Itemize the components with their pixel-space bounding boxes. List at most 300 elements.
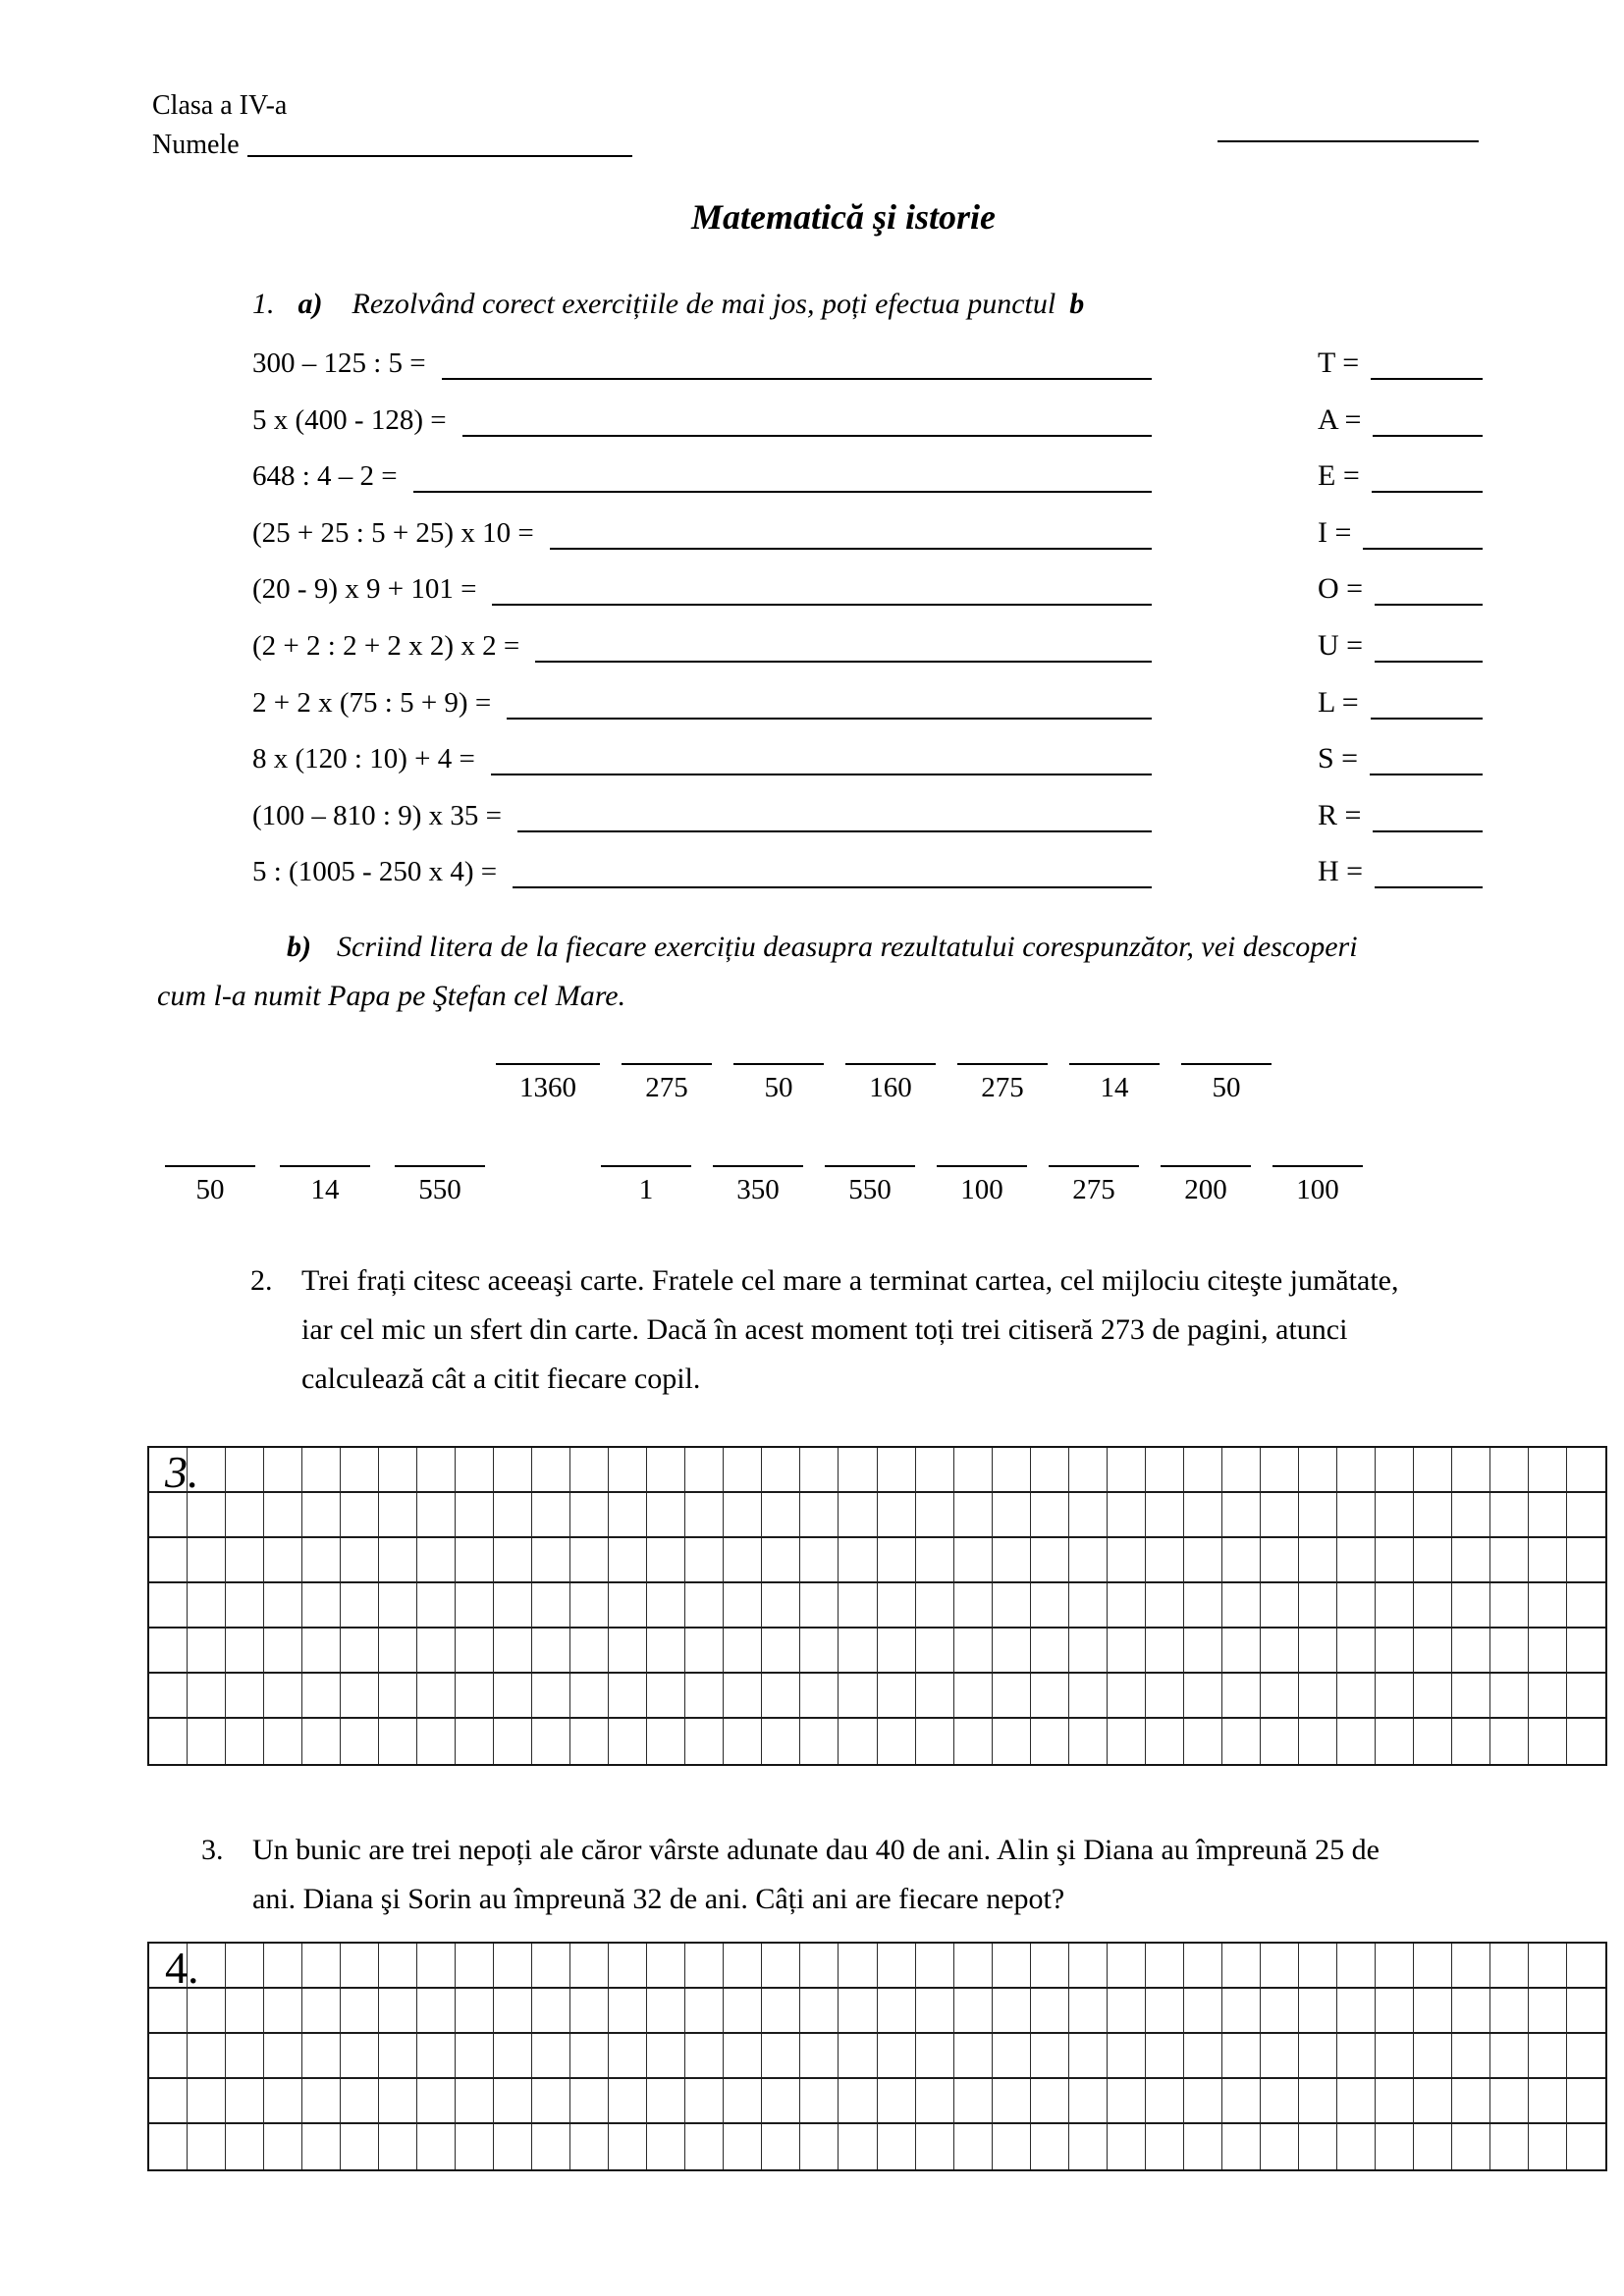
work-grid-cell — [1184, 1944, 1222, 1989]
work-grid-cell — [954, 1448, 993, 1493]
work-grid-cell — [456, 2034, 494, 2079]
work-grid-cell — [685, 1629, 724, 1674]
work-grid-cell — [954, 1719, 993, 1764]
work-grid-cell — [1261, 1448, 1299, 1493]
work-grid-cell — [1184, 1583, 1222, 1629]
work-grid-cell — [685, 2124, 724, 2169]
work-grid-cell — [916, 1538, 954, 1583]
work-grid-cell — [800, 1719, 839, 1764]
equation-left — [252, 456, 1154, 496]
work-grid-cell — [993, 2124, 1031, 2169]
answer-slot-value: 550 — [848, 1174, 892, 1205]
work-grid-cell — [1490, 1583, 1529, 1629]
work-grid-cell — [609, 2079, 647, 2124]
work-grid-cell — [532, 1538, 570, 1583]
equation-answer-blank-line — [413, 491, 1152, 493]
work-grid-cell — [341, 2079, 379, 2124]
exercise-1b-instruction-line-1 — [287, 931, 1358, 964]
work-grid-cell — [188, 2034, 226, 2079]
work-grid-cell — [1529, 1944, 1567, 1989]
work-grid-cell — [1337, 1538, 1376, 1583]
work-grid-cell — [570, 2079, 609, 2124]
work-grid-cell — [685, 1674, 724, 1719]
equation-row — [252, 344, 1480, 383]
work-grid-cell — [609, 1583, 647, 1629]
answer-slot — [1049, 1165, 1139, 1206]
work-grid-cell — [1414, 1629, 1452, 1674]
work-grid-cell — [1146, 1629, 1184, 1674]
letter-answer-blank-line — [1375, 661, 1483, 663]
answer-slot — [622, 1063, 712, 1104]
work-grid-cell — [916, 1719, 954, 1764]
work-grid-cell — [954, 2124, 993, 2169]
work-grid-cell — [1184, 1674, 1222, 1719]
answer-slot — [825, 1165, 915, 1206]
answer-key-row-2-group-2 — [601, 1165, 1363, 1206]
work-grid-cell — [800, 1493, 839, 1538]
work-grid-cell — [1069, 1674, 1108, 1719]
work-grid-cell — [1414, 1583, 1452, 1629]
equation-answer-blank-line — [535, 661, 1152, 663]
work-grid-cell — [1222, 1448, 1261, 1493]
work-grid-cell — [494, 1674, 532, 1719]
work-grid-cell — [1452, 1493, 1490, 1538]
page-title: Matematică şi istorie — [691, 197, 996, 237]
work-grid-cell — [1108, 2079, 1146, 2124]
work-grid-cell — [1299, 2079, 1337, 2124]
work-grid-cell — [685, 1538, 724, 1583]
work-grid-cell — [1146, 1538, 1184, 1583]
work-grid-cell — [647, 1719, 685, 1764]
work-grid-cell — [1414, 1493, 1452, 1538]
work-grid-cell — [570, 2034, 609, 2079]
work-grid-cell — [379, 1989, 417, 2034]
work-grid-cell — [916, 1629, 954, 1674]
work-grid-cell — [1184, 1493, 1222, 1538]
work-grid-cell — [1452, 1448, 1490, 1493]
work-grid-cell — [954, 1538, 993, 1583]
work-grid-cell — [417, 1719, 456, 1764]
work-grid-cell — [494, 1629, 532, 1674]
work-grid-cell — [839, 1538, 877, 1583]
work-grid-cell — [570, 1583, 609, 1629]
work-grid-cell — [264, 1989, 302, 2034]
answer-slot-value: 50 — [764, 1072, 793, 1103]
work-grid-cell — [570, 1538, 609, 1583]
work-grid-cell — [1146, 1989, 1184, 2034]
work-grid-cell — [341, 1538, 379, 1583]
letter-cell — [1318, 683, 1483, 722]
work-grid-cell — [1108, 1583, 1146, 1629]
answer-slot-value: 14 — [1100, 1072, 1129, 1103]
work-grid-cell — [1031, 1629, 1069, 1674]
work-grid-cell — [341, 1448, 379, 1493]
work-grid-cell — [916, 1493, 954, 1538]
work-grid-cell — [1222, 1944, 1261, 1989]
work-grid-cell — [1146, 1493, 1184, 1538]
work-grid-cell — [302, 2124, 341, 2169]
work-grid-cell — [609, 1538, 647, 1583]
work-grid-cell — [1337, 1583, 1376, 1629]
work-grid-cell — [1337, 1674, 1376, 1719]
work-grid-cell — [302, 1493, 341, 1538]
equation-answer-blank-line — [513, 886, 1152, 888]
work-grid-cell — [1376, 1719, 1414, 1764]
answer-slot-value: 275 — [981, 1072, 1024, 1103]
equation-row — [252, 683, 1480, 722]
problem-2 — [250, 1256, 1398, 1404]
work-grid-cell — [839, 2079, 877, 2124]
work-grid-cell — [1337, 2079, 1376, 2124]
work-grid-cell — [609, 1629, 647, 1674]
work-grid-cell — [456, 1989, 494, 2034]
work-grid-cell — [609, 1674, 647, 1719]
work-grid-cell — [1529, 1583, 1567, 1629]
answer-slot-value: 50 — [1212, 1072, 1241, 1103]
work-grid-cell — [456, 2124, 494, 2169]
work-grid-cell — [226, 1538, 264, 1583]
work-grid-cell — [188, 1674, 226, 1719]
work-grid-cell — [1567, 2124, 1605, 2169]
work-grid-cell — [1031, 1583, 1069, 1629]
work-grid-cell — [800, 1629, 839, 1674]
equation-left — [252, 569, 1154, 609]
work-grid-cell — [647, 2124, 685, 2169]
work-grid-cell — [1452, 1583, 1490, 1629]
letter-label: L = — [1318, 685, 1359, 719]
work-grid-cell — [1031, 2034, 1069, 2079]
equation-expression: 648 : 4 – 2 = — [252, 460, 398, 493]
letter-cell — [1318, 626, 1483, 666]
equation-left — [252, 796, 1154, 835]
work-grid-cell — [1567, 2079, 1605, 2124]
work-grid-cell — [494, 1493, 532, 1538]
work-grid-cell — [1222, 1674, 1261, 1719]
work-grid-cell — [1376, 1493, 1414, 1538]
letter-cell — [1318, 456, 1483, 496]
work-grid-cell — [532, 1629, 570, 1674]
work-grid-cell — [1031, 2079, 1069, 2124]
work-grid-cell — [609, 1719, 647, 1764]
work-grid-cell — [302, 1629, 341, 1674]
work-grid-cell — [456, 2079, 494, 2124]
work-grid-cell — [226, 2079, 264, 2124]
work-grid-cell — [1337, 2124, 1376, 2169]
work-grid-cell — [494, 1448, 532, 1493]
work-grid-cell — [188, 2124, 226, 2169]
work-grid-cell — [878, 1629, 916, 1674]
work-grid-cell — [1146, 1674, 1184, 1719]
work-grid-cell — [1031, 1989, 1069, 2034]
work-grid-cell — [1567, 1989, 1605, 2034]
work-grid-cell — [417, 1493, 456, 1538]
work-grid-cell — [1490, 2124, 1529, 2169]
work-grid-cell — [685, 1448, 724, 1493]
work-grid-cell — [1222, 1493, 1261, 1538]
work-grid-cell — [1529, 2079, 1567, 2124]
work-grid-cell — [1222, 1719, 1261, 1764]
work-grid-cell — [724, 2124, 762, 2169]
work-grid-cell — [724, 1583, 762, 1629]
work-grid-cell — [878, 1448, 916, 1493]
name-blank-line — [247, 155, 632, 157]
work-grid-cell — [609, 1989, 647, 2034]
work-grid-cell — [417, 1538, 456, 1583]
work-grid-cell — [417, 1583, 456, 1629]
work-grid-cell — [647, 1989, 685, 2034]
problem-3-text-line: ani. Diana şi Sorin au împreună 32 de ani. Câți ani are fiecare nepot? — [252, 1883, 1065, 1915]
work-grid-cell — [839, 1944, 877, 1989]
work-grid-cell — [532, 2034, 570, 2079]
work-grid-cell — [954, 1629, 993, 1674]
work-grid-cell — [1146, 1944, 1184, 1989]
work-grid-cell — [532, 1493, 570, 1538]
work-grid-cell — [1261, 2079, 1299, 2124]
work-grid-cell — [1108, 1493, 1146, 1538]
work-grid-cell — [762, 1538, 800, 1583]
work-grid-cell — [1222, 1583, 1261, 1629]
work-grid-cell — [1299, 1629, 1337, 1674]
equation-left — [252, 683, 1154, 722]
work-grid-cell — [264, 1674, 302, 1719]
work-grid-cell — [954, 1583, 993, 1629]
letter-label: A = — [1318, 402, 1362, 436]
work-grid-cell — [878, 2034, 916, 2079]
work-grid-cell — [1490, 1719, 1529, 1764]
header-right-blank-line — [1218, 140, 1479, 142]
work-grid-cell — [1337, 1448, 1376, 1493]
problem-3 — [201, 1826, 1380, 1924]
work-grid-cell — [647, 1629, 685, 1674]
work-grid-cell — [226, 1719, 264, 1764]
work-grid-cell — [1490, 1674, 1529, 1719]
work-grid-cell — [379, 2034, 417, 2079]
work-grid-cell — [1567, 1583, 1605, 1629]
answer-slot — [165, 1165, 255, 1206]
work-grid-cell — [1414, 1538, 1452, 1583]
work-grid-cell — [302, 1719, 341, 1764]
letter-answer-blank-line — [1371, 378, 1483, 380]
letter-label: U = — [1318, 629, 1364, 662]
letter-answer-blank-line — [1375, 886, 1483, 888]
equation-answer-blank-line — [517, 830, 1152, 832]
answer-slot — [1069, 1063, 1160, 1104]
work-grid-cell — [341, 1719, 379, 1764]
equation-row — [252, 456, 1480, 496]
work-grid-cell — [647, 2079, 685, 2124]
letter-answer-blank-line — [1372, 491, 1483, 493]
work-grid-cell — [724, 1493, 762, 1538]
work-grid-cell — [1108, 1448, 1146, 1493]
work-grid-cell — [878, 2079, 916, 2124]
work-grid-cell — [1184, 2124, 1222, 2169]
problem-2-number: 2. — [250, 1264, 273, 1297]
work-grid-cell — [1146, 2034, 1184, 2079]
work-grid-cell — [1146, 2124, 1184, 2169]
class-label: Clasa a IV-a — [152, 90, 288, 121]
work-grid-cell — [762, 1493, 800, 1538]
work-grid-cell — [456, 1674, 494, 1719]
work-grid-cell — [724, 1989, 762, 2034]
work-grid-cell — [685, 1989, 724, 2034]
work-grid-cell — [724, 1629, 762, 1674]
work-grid-cell — [1376, 2079, 1414, 2124]
work-grid-cell — [226, 1944, 264, 1989]
work-grid-cell — [1222, 1989, 1261, 2034]
equation-expression: (100 – 810 : 9) x 35 = — [252, 799, 502, 831]
work-grid-cell — [762, 2079, 800, 2124]
work-grid-cell — [532, 1944, 570, 1989]
work-grid-cell — [1108, 1538, 1146, 1583]
work-grid-cell — [417, 1629, 456, 1674]
work-grid-cell — [570, 1674, 609, 1719]
work-grid-cell — [149, 2079, 188, 2124]
work-grid-cell — [570, 1944, 609, 1989]
work-grid-cell — [839, 1989, 877, 2034]
work-grid-cell — [417, 1674, 456, 1719]
work-grid-cell — [1337, 1629, 1376, 1674]
work-grid-cell — [1222, 2124, 1261, 2169]
work-grid-cell — [724, 1674, 762, 1719]
work-grid-cell — [916, 2124, 954, 2169]
work-grid-cell — [1452, 1538, 1490, 1583]
work-grid-cell — [226, 1493, 264, 1538]
work-grid-cell — [1376, 1538, 1414, 1583]
answer-slot-value: 50 — [195, 1174, 225, 1205]
work-grid-cell — [916, 2079, 954, 2124]
work-grid-cell — [1261, 1583, 1299, 1629]
work-grid-cell — [570, 1719, 609, 1764]
work-grid-cell — [532, 2079, 570, 2124]
work-grid-cell — [456, 1629, 494, 1674]
work-grid-cell — [1031, 1674, 1069, 1719]
work-grid-cell — [1376, 2034, 1414, 2079]
work-grid-cell — [1452, 1944, 1490, 1989]
work-grid-cell — [1299, 1493, 1337, 1538]
work-grid-cell — [264, 1944, 302, 1989]
work-grid-cell — [379, 1629, 417, 1674]
work-grid-cell — [226, 2124, 264, 2169]
equation-expression: 5 : (1005 - 250 x 4) = — [252, 856, 498, 888]
work-grid-cell — [1184, 1538, 1222, 1583]
work-grid-cell — [1069, 1583, 1108, 1629]
work-grid-cell — [1031, 1493, 1069, 1538]
work-grid-cell — [1414, 1944, 1452, 1989]
letter-answer-blank-line — [1373, 830, 1483, 832]
work-grid-cell — [1184, 1448, 1222, 1493]
answer-slot — [601, 1165, 691, 1206]
work-grid-cell — [494, 1719, 532, 1764]
work-grid-cell — [264, 1448, 302, 1493]
work-grid-cell — [993, 1629, 1031, 1674]
work-grid-cell — [532, 1583, 570, 1629]
work-grid-cell — [878, 1719, 916, 1764]
work-grid-cell — [685, 1493, 724, 1538]
work-grid-cell — [532, 1719, 570, 1764]
answer-slot — [937, 1165, 1027, 1206]
work-grid-cell — [1069, 1493, 1108, 1538]
work-grid-cell — [1376, 1674, 1414, 1719]
answer-slot-value: 550 — [418, 1174, 461, 1205]
exercise-1-number: 1. — [252, 288, 275, 320]
letter-label: R = — [1318, 798, 1362, 831]
work-grid-cell — [916, 1583, 954, 1629]
work-grid-cell — [1146, 2079, 1184, 2124]
work-grid-cell — [1069, 2124, 1108, 2169]
work-grid-cell — [800, 1448, 839, 1493]
work-grid-cell — [1376, 1629, 1414, 1674]
work-grid-1 — [147, 1446, 1607, 1766]
work-grid-cell — [993, 1448, 1031, 1493]
exercise-1b-instruction-line-2: cum l-a numit Papa pe Ştefan cel Mare. — [157, 980, 626, 1012]
work-grid-cell — [1567, 1629, 1605, 1674]
work-grid-cell — [1222, 1538, 1261, 1583]
work-grid-cell — [149, 1674, 188, 1719]
work-grid-cell — [188, 1493, 226, 1538]
work-grid-cell — [1452, 2124, 1490, 2169]
work-grid-cell — [1261, 2124, 1299, 2169]
work-grid-cell — [1184, 1989, 1222, 2034]
work-grid-cell — [1299, 1674, 1337, 1719]
work-grid-cell — [417, 2079, 456, 2124]
work-grid-cell — [1031, 1944, 1069, 1989]
equation-expression: (20 - 9) x 9 + 101 = — [252, 573, 477, 606]
equation-answer-blank-line — [462, 435, 1152, 437]
work-grid-cell — [302, 2034, 341, 2079]
work-grid-cell — [762, 1944, 800, 1989]
work-grid-cell — [226, 1583, 264, 1629]
work-grid-cell — [647, 1944, 685, 1989]
work-grid-cell — [1452, 1674, 1490, 1719]
work-grid-cell — [609, 2034, 647, 2079]
work-grid-cell — [954, 1493, 993, 1538]
work-grid-cell — [954, 2034, 993, 2079]
work-grid-cell — [762, 2034, 800, 2079]
work-grid-cell — [993, 1944, 1031, 1989]
work-grid-cell — [916, 1674, 954, 1719]
work-grid-cell — [1414, 1674, 1452, 1719]
work-grid-cell — [1490, 2079, 1529, 2124]
exercise-1a-text: Rezolvând corect exercițiile de mai jos, poți efectua punctul — [352, 288, 1056, 320]
work-grid-cell — [302, 2079, 341, 2124]
exercise-1a-label: a) — [298, 288, 323, 320]
work-grid-cell — [1567, 1674, 1605, 1719]
work-grid-cell — [1184, 1629, 1222, 1674]
work-grid-cell — [149, 1989, 188, 2034]
work-grid-cell — [762, 1629, 800, 1674]
work-grid-cell — [916, 1944, 954, 1989]
work-grid-cell — [993, 1719, 1031, 1764]
work-grid-cell — [1529, 1674, 1567, 1719]
work-grid-cell — [954, 2079, 993, 2124]
equation-left — [252, 626, 1154, 666]
work-grid-cell — [800, 1583, 839, 1629]
work-grid-cell — [954, 1944, 993, 1989]
work-grid-cell — [341, 1583, 379, 1629]
work-grid-cell — [188, 1719, 226, 1764]
work-grid-cell — [1299, 2034, 1337, 2079]
work-grid-cell — [532, 1674, 570, 1719]
work-grid-cell — [302, 1538, 341, 1583]
work-grid-cell — [1299, 1583, 1337, 1629]
answer-slot-value: 1360 — [519, 1072, 576, 1103]
work-grid-cell — [724, 1719, 762, 1764]
work-grid-cell — [1184, 2034, 1222, 2079]
work-grid-cell — [1414, 2079, 1452, 2124]
work-grid-cell — [685, 1719, 724, 1764]
work-grid-cell — [494, 2124, 532, 2169]
work-grid-2-label: 4. — [165, 1943, 199, 1993]
